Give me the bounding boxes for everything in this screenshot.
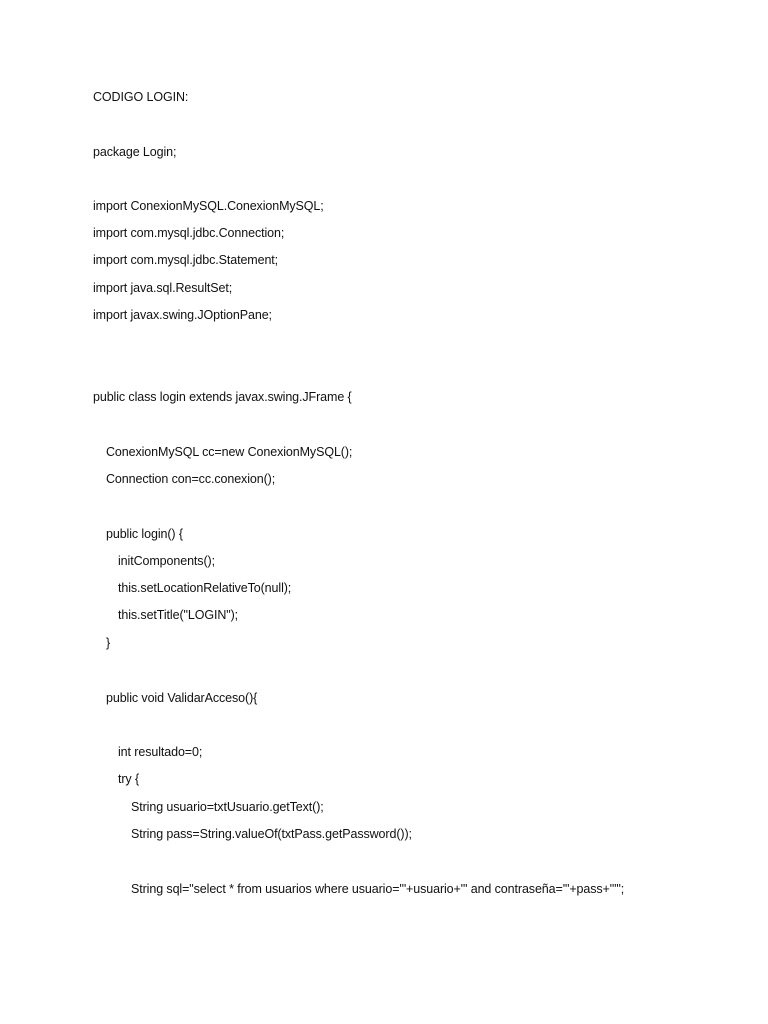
code-line-validar-acceso: public void ValidarAcceso(){ [106,691,258,705]
document-heading: CODIGO LOGIN: [93,90,189,104]
code-line-package: package Login; [93,145,177,159]
code-line-field-cc: ConexionMySQL cc=new ConexionMySQL(); [106,445,353,459]
code-line-set-location: this.setLocationRelativeTo(null); [118,581,292,595]
code-line-import-2: import com.mysql.jdbc.Connection; [93,226,285,240]
code-line-import-5: import javax.swing.JOptionPane; [93,308,272,322]
code-line-string-usuario: String usuario=txtUsuario.getText(); [131,800,324,814]
code-line-field-con: Connection con=cc.conexion(); [106,472,276,486]
code-line-class-declaration: public class login extends javax.swing.JFrame { [93,390,352,404]
code-line-string-sql: String sql="select * from usuarios where usuario='"+usuario+"' and contraseña='"+pass+"'"; [131,882,625,896]
code-line-close-brace: } [106,636,111,650]
code-line-set-title: this.setTitle("LOGIN"); [118,608,239,622]
code-line-constructor: public login() { [106,527,183,541]
code-line-import-3: import com.mysql.jdbc.Statement; [93,253,279,267]
code-line-import-4: import java.sql.ResultSet; [93,281,233,295]
code-line-import-1: import ConexionMySQL.ConexionMySQL; [93,199,324,213]
code-line-try: try { [118,772,140,786]
code-line-int-resultado: int resultado=0; [118,745,203,759]
code-line-string-pass: String pass=String.valueOf(txtPass.getPassword()); [131,827,412,841]
code-line-init-components: initComponents(); [118,554,215,568]
